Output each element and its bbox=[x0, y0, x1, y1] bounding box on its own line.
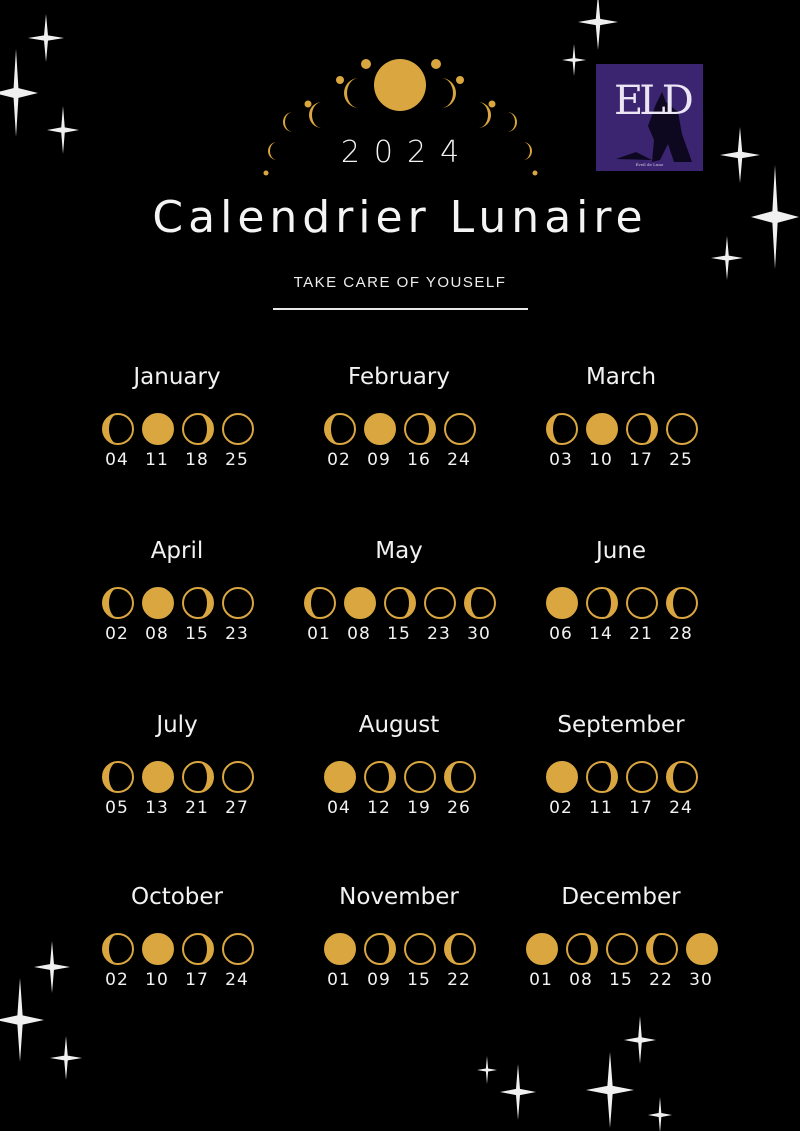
last-quarter-icon bbox=[101, 586, 135, 620]
phase-date: 10 bbox=[145, 970, 169, 990]
phase-date: 09 bbox=[367, 450, 391, 470]
first-quarter-icon bbox=[585, 586, 619, 620]
moon-phase-item bbox=[523, 932, 559, 992]
phase-date: 08 bbox=[569, 970, 593, 990]
moon-phase-item bbox=[543, 586, 579, 646]
moon-phase-item bbox=[219, 760, 255, 820]
phase-date: 24 bbox=[225, 970, 249, 990]
moon-phase-item bbox=[321, 760, 357, 820]
phase-date: 15 bbox=[407, 970, 431, 990]
new-moon-icon bbox=[685, 932, 719, 966]
month-may bbox=[289, 538, 509, 678]
moon-phase-item bbox=[219, 412, 255, 472]
moon-phase-item bbox=[401, 760, 437, 820]
new-moon-icon bbox=[323, 760, 357, 794]
phase-date: 17 bbox=[185, 970, 209, 990]
full-moon-icon bbox=[605, 932, 639, 966]
new-moon-icon bbox=[545, 586, 579, 620]
moon-phase-item bbox=[583, 412, 619, 472]
month-january bbox=[67, 364, 287, 504]
phase-date: 01 bbox=[307, 624, 331, 644]
full-moon-icon bbox=[443, 412, 477, 446]
last-quarter-icon bbox=[323, 412, 357, 446]
phase-date: 25 bbox=[225, 450, 249, 470]
moon-phase-item bbox=[461, 586, 497, 646]
first-quarter-icon bbox=[181, 586, 215, 620]
phase-date: 17 bbox=[629, 798, 653, 818]
phase-date: 15 bbox=[609, 970, 633, 990]
new-moon-icon bbox=[141, 412, 175, 446]
moon-phase-item bbox=[219, 932, 255, 992]
divider bbox=[273, 308, 528, 310]
month-name: July bbox=[156, 712, 198, 738]
moon-phase-item bbox=[683, 932, 719, 992]
moon-phase-item bbox=[99, 412, 135, 472]
month-april bbox=[67, 538, 287, 678]
first-quarter-icon bbox=[181, 760, 215, 794]
moon-phase-item bbox=[663, 760, 699, 820]
full-moon-icon bbox=[403, 760, 437, 794]
moon-phase-item bbox=[361, 932, 397, 992]
moon-phase-item bbox=[381, 586, 417, 646]
phase-date: 14 bbox=[589, 624, 613, 644]
month-september bbox=[511, 712, 731, 852]
first-quarter-icon bbox=[363, 760, 397, 794]
moon-phase-item bbox=[643, 932, 679, 992]
phase-date: 15 bbox=[185, 624, 209, 644]
moon-phase-item bbox=[301, 586, 337, 646]
phase-date: 04 bbox=[105, 450, 129, 470]
new-moon-icon bbox=[545, 760, 579, 794]
phase-date: 28 bbox=[669, 624, 693, 644]
phase-date: 12 bbox=[367, 798, 391, 818]
month-name: September bbox=[557, 712, 685, 738]
last-quarter-icon bbox=[101, 760, 135, 794]
phase-date: 01 bbox=[327, 970, 351, 990]
phase-date: 22 bbox=[649, 970, 673, 990]
new-moon-icon bbox=[141, 586, 175, 620]
phase-date: 08 bbox=[347, 624, 371, 644]
logo-caption: Éveil de Lune bbox=[635, 162, 664, 167]
moon-phase-item bbox=[583, 760, 619, 820]
page-title: Calendrier Lunaire bbox=[152, 192, 648, 243]
phase-date: 24 bbox=[447, 450, 471, 470]
phase-date: 30 bbox=[467, 624, 491, 644]
last-quarter-icon bbox=[101, 412, 135, 446]
month-name: March bbox=[585, 364, 657, 390]
month-name: April bbox=[150, 538, 204, 564]
first-quarter-icon bbox=[383, 586, 417, 620]
first-quarter-icon bbox=[181, 932, 215, 966]
full-moon-icon bbox=[221, 932, 255, 966]
month-july bbox=[67, 712, 287, 852]
moon-phase-item bbox=[321, 412, 357, 472]
phase-date: 02 bbox=[105, 970, 129, 990]
phase-date: 30 bbox=[689, 970, 713, 990]
phase-date: 02 bbox=[549, 798, 573, 818]
moon-phase-item bbox=[603, 932, 639, 992]
first-quarter-icon bbox=[363, 932, 397, 966]
moon-phase-item bbox=[623, 760, 659, 820]
last-quarter-icon bbox=[665, 760, 699, 794]
year-heading: 2024 bbox=[340, 135, 474, 170]
moon-phase-item bbox=[401, 412, 437, 472]
brand-logo bbox=[596, 64, 703, 171]
phase-date: 23 bbox=[427, 624, 451, 644]
phase-date: 04 bbox=[327, 798, 351, 818]
full-moon-icon bbox=[221, 586, 255, 620]
new-moon-icon bbox=[141, 760, 175, 794]
new-moon-icon bbox=[141, 932, 175, 966]
month-december bbox=[511, 884, 731, 1024]
month-march bbox=[511, 364, 731, 504]
moon-phase-item bbox=[543, 412, 579, 472]
phase-date: 02 bbox=[105, 624, 129, 644]
last-quarter-icon bbox=[645, 932, 679, 966]
phase-date: 05 bbox=[105, 798, 129, 818]
full-moon-icon bbox=[403, 932, 437, 966]
phase-date: 21 bbox=[185, 798, 209, 818]
moon-phase-item bbox=[139, 760, 175, 820]
phase-date: 27 bbox=[225, 798, 249, 818]
month-august bbox=[289, 712, 509, 852]
moon-phase-item bbox=[361, 760, 397, 820]
month-name: January bbox=[133, 364, 221, 390]
new-moon-icon bbox=[323, 932, 357, 966]
phase-date: 06 bbox=[549, 624, 573, 644]
moon-phase-item bbox=[421, 586, 457, 646]
moon-phase-item bbox=[663, 412, 699, 472]
full-moon-icon bbox=[625, 586, 659, 620]
new-moon-icon bbox=[585, 412, 619, 446]
phase-date: 24 bbox=[669, 798, 693, 818]
moon-phase-item bbox=[99, 586, 135, 646]
phase-date: 11 bbox=[145, 450, 169, 470]
moon-phase-item bbox=[179, 932, 215, 992]
moon-phase-item bbox=[441, 932, 477, 992]
month-name: October bbox=[130, 884, 224, 910]
month-name: November bbox=[339, 884, 459, 910]
phase-date: 13 bbox=[145, 798, 169, 818]
month-name: August bbox=[358, 712, 440, 738]
moon-phase-item bbox=[179, 586, 215, 646]
moon-phase-item bbox=[139, 932, 175, 992]
full-moon-icon bbox=[625, 760, 659, 794]
phase-date: 17 bbox=[629, 450, 653, 470]
last-quarter-icon bbox=[545, 412, 579, 446]
phase-date: 10 bbox=[589, 450, 613, 470]
moon-phase-item bbox=[361, 412, 397, 472]
first-quarter-icon bbox=[403, 412, 437, 446]
moon-phase-item bbox=[219, 586, 255, 646]
moon-phase-item bbox=[563, 932, 599, 992]
moon-phase-item bbox=[179, 760, 215, 820]
last-quarter-icon bbox=[101, 932, 135, 966]
phase-date: 23 bbox=[225, 624, 249, 644]
month-november bbox=[289, 884, 509, 1024]
phase-date: 21 bbox=[629, 624, 653, 644]
phase-date: 22 bbox=[447, 970, 471, 990]
moon-phase-item bbox=[341, 586, 377, 646]
month-name: December bbox=[561, 884, 681, 910]
moon-phase-item bbox=[441, 760, 477, 820]
moon-phase-item bbox=[583, 586, 619, 646]
last-quarter-icon bbox=[443, 760, 477, 794]
phase-date: 15 bbox=[387, 624, 411, 644]
last-quarter-icon bbox=[443, 932, 477, 966]
month-june bbox=[511, 538, 731, 678]
first-quarter-icon bbox=[585, 760, 619, 794]
month-name: June bbox=[595, 538, 647, 564]
last-quarter-icon bbox=[665, 586, 699, 620]
month-name: February bbox=[348, 364, 450, 390]
full-moon-icon bbox=[665, 412, 699, 446]
phase-date: 26 bbox=[447, 798, 471, 818]
full-moon-icon bbox=[221, 760, 255, 794]
moon-phase-item bbox=[321, 932, 357, 992]
moon-phase-item bbox=[139, 586, 175, 646]
phase-date: 09 bbox=[367, 970, 391, 990]
phase-date: 25 bbox=[669, 450, 693, 470]
moon-phase-item bbox=[99, 760, 135, 820]
first-quarter-icon bbox=[625, 412, 659, 446]
phase-date: 08 bbox=[145, 624, 169, 644]
full-moon-icon bbox=[423, 586, 457, 620]
last-quarter-icon bbox=[303, 586, 337, 620]
first-quarter-icon bbox=[181, 412, 215, 446]
new-moon-icon bbox=[525, 932, 559, 966]
phase-date: 02 bbox=[327, 450, 351, 470]
moon-phase-item bbox=[99, 932, 135, 992]
phase-date: 18 bbox=[185, 450, 209, 470]
subtitle: TAKE CARE OF YOUSELF bbox=[293, 274, 507, 291]
full-moon-icon bbox=[221, 412, 255, 446]
moon-phase-item bbox=[401, 932, 437, 992]
month-february bbox=[289, 364, 509, 504]
logo-monogram: ELD bbox=[614, 78, 690, 124]
moon-phase-item bbox=[543, 760, 579, 820]
moon-phase-item bbox=[179, 412, 215, 472]
moon-phase-item bbox=[623, 412, 659, 472]
moon-phase-item bbox=[139, 412, 175, 472]
month-name: May bbox=[375, 538, 423, 564]
phase-date: 16 bbox=[407, 450, 431, 470]
new-moon-icon bbox=[363, 412, 397, 446]
month-october bbox=[67, 884, 287, 1024]
new-moon-icon bbox=[343, 586, 377, 620]
moon-phase-item bbox=[663, 586, 699, 646]
phase-date: 01 bbox=[529, 970, 553, 990]
phase-date: 19 bbox=[407, 798, 431, 818]
phase-date: 11 bbox=[589, 798, 613, 818]
first-quarter-icon bbox=[565, 932, 599, 966]
moon-phase-item bbox=[441, 412, 477, 472]
phase-date: 03 bbox=[549, 450, 573, 470]
moon-phase-item bbox=[623, 586, 659, 646]
last-quarter-icon bbox=[463, 586, 497, 620]
